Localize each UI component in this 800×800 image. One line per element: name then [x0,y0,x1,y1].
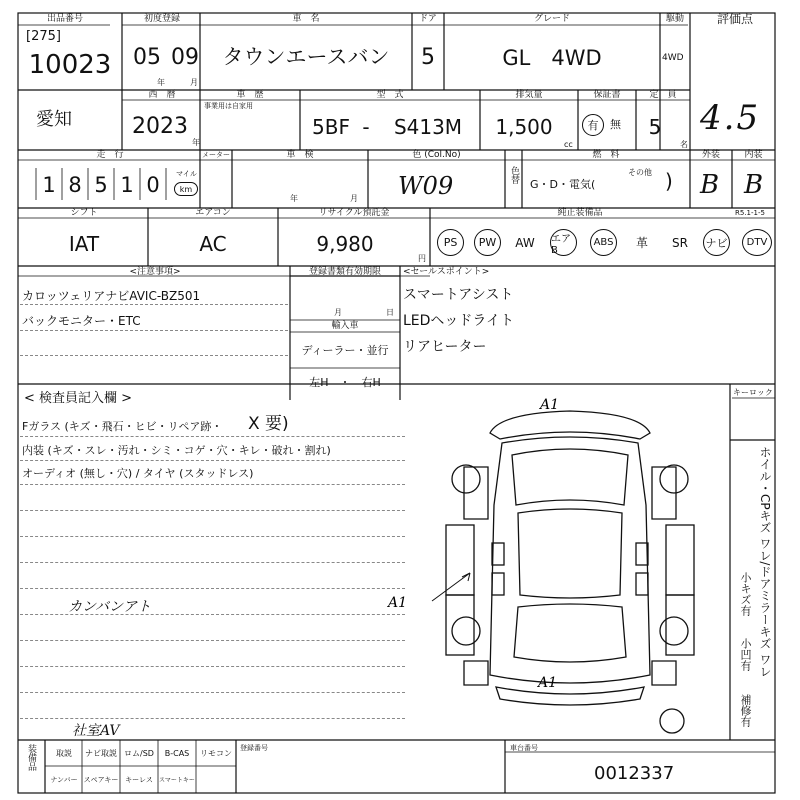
accessory-item: スペアキー [83,776,119,784]
ac: AC [199,232,227,256]
accessory-item: スマートキー [159,777,195,784]
mileage-digit: 8 [68,173,82,197]
lot-prefix: [275] [26,29,61,44]
displacement: 1,500 [495,115,553,139]
fuel-options: G・D・電気( [530,178,596,191]
legend-repair: 補修有 [739,694,752,727]
reg-year: 05 [133,45,161,70]
capacity-label: 定 員 [649,90,677,100]
exterior-label: 外装 [701,150,720,160]
equipment-code: R5.1-1-5 [735,209,765,217]
cc-unit: cc [564,140,573,149]
inspection-title: < 検査員記入欄 > [24,391,133,406]
equip-dtv: DTV [742,229,772,256]
handwritten-note: 社室AV [72,723,120,739]
mileage-label: 走 行 [96,150,124,160]
handwritten-note: カンバンアト [68,599,152,615]
interior-grade: B [744,170,764,200]
sales-point: リアヒーター [403,339,487,355]
recycle-label: リサイクル預託金 [318,208,390,218]
insp-month-unit: 月 [350,194,358,203]
mileage-digit: 0 [146,173,160,197]
ac-label: エアコン [195,208,231,218]
regdoc-label: 登録書類有効期限 [308,267,381,277]
car-name-label: 車 名 [292,14,320,24]
fuel-other: その他 [628,168,652,177]
grade: GL 4WD [502,46,602,70]
model-code: S413M [393,115,463,139]
score: 4.5 [700,98,761,138]
caution-label: <注意事項> [129,267,181,277]
accessory-item: B-CAS [164,749,190,758]
equip-sunroof: SR [672,236,688,250]
equip-abs: ABS [590,229,617,256]
grade-label: グレード [533,14,570,24]
sales-point: スマートアシスト [403,287,514,303]
lot-label: 出品番号 [46,14,83,24]
sales-label: <セールスポイント> [403,267,490,277]
sales-point: LEDヘッドライト [403,313,515,329]
mile-label: マイル [176,170,197,178]
car-name: タウンエースバン [222,45,390,69]
car-damage-diagram [388,395,700,735]
equip-navi: ナビ [703,229,730,256]
reg-month-unit: 月 [190,78,198,87]
equip-pw: PW [474,229,501,256]
chassis-no-label: 車台番号 [510,744,538,752]
shift: IAT [68,232,100,256]
steering-value: 左H ・ 右H [309,376,381,389]
insp-year-unit: 年 [290,194,298,203]
warranty-no: 無 [610,118,621,131]
interior-line: 内装 (キズ・スレ・汚れ・シミ・コゲ・穴・キレ・破れ・割れ) [22,444,331,457]
score-label: 評価点 [716,12,753,26]
exterior-grade: B [700,170,720,200]
year-unit: 年 [192,138,200,147]
import-value: ディーラー・並行 [301,344,389,357]
person-unit: 名 [680,140,688,149]
model-prefix: 5BF [312,115,350,139]
accessory-item: ロム/SD [124,749,154,758]
legend-minor-scratch: 小キズ有 [739,572,752,616]
odo-label: メーター [202,151,230,159]
accessory-item: キーレス [125,776,153,784]
color-change-label: 色替 [509,166,519,184]
model-label: 型 式 [376,90,404,100]
fuel-label: 燃 料 [592,150,620,160]
door-count: 5 [421,45,435,70]
color-label: 色 (Col.No) [412,150,461,160]
capacity: 5 [648,115,662,139]
mileage-digit: 1 [42,173,56,197]
km-circled: km [174,182,198,196]
equip-ps: PS [437,229,464,256]
registration-no-label: 登録番号 [240,744,268,752]
year: 2023 [132,114,188,139]
damage-mark: A1 [538,675,558,691]
interior-label: 内装 [744,150,763,160]
drive-label: 駆動 [665,14,684,24]
equip-airbag: エアB [550,229,577,256]
equip-leather: 革 [635,236,648,250]
lot-number: 10023 [28,50,112,80]
chassis-number: 0012337 [594,763,675,784]
accessory-label: 装備品 [26,744,36,771]
history-sub: 事業用は自家用 [204,102,253,110]
fuel-close-paren: ) [665,169,673,193]
first-reg-label: 初度登録 [143,14,180,24]
legend-minor-dent: 小凹有 [739,638,752,671]
inspection-label: 車 検 [286,150,314,160]
recycle-fee: 9,980 [316,232,374,256]
region: 愛知 [36,109,72,130]
year-label: 西 暦 [148,90,176,100]
displacement-label: 排気量 [515,90,543,100]
accessory-item: ナンバー [50,776,78,784]
mileage-digit: 5 [94,173,108,197]
damage-mark: A1 [388,595,408,611]
mileage-digit: 1 [120,173,134,197]
accessory-item: ナビ取説 [85,749,117,758]
yen-unit: 円 [418,254,426,263]
equip-aw: AW [515,236,535,250]
reg-month: 09 [171,45,199,70]
color-code: W09 [398,172,454,200]
audio-line: オーディオ (無し・穴) / タイヤ (スタッドレス) [22,467,254,480]
import-label: 輸入車 [331,321,359,331]
accessory-item: 取説 [56,749,72,758]
shift-label: シフト [70,208,98,218]
drive: 4WD [662,53,684,63]
regdoc-day: 日 [386,308,394,317]
door-label: ドア [419,14,437,24]
accessory-item: リモコン [200,749,232,758]
damage-mark: A1 [540,397,560,413]
damage-legend: ホイル・CPキズ ワレ/ドアミラーキズ ワレ [758,446,772,678]
history-label: 車 歴 [236,90,264,100]
reg-year-unit: 年 [157,78,165,87]
key-lock-label: キーロック [733,388,773,397]
warranty-yes: 有 [582,114,604,136]
regdoc-month: 月 [334,308,342,317]
equipment-label: 純正装備品 [557,208,603,218]
glass-mark: X 要) [248,414,289,434]
caution-line: カロッツェリアナビAVIC-BZ501 [22,289,201,303]
glass-line: Fガラス (キズ・飛石・ヒビ・リペア跡・ [22,420,223,433]
warranty-label: 保証書 [593,90,621,100]
model-dash: - [362,115,370,139]
caution-line: バックモニター・ETC [22,314,141,328]
